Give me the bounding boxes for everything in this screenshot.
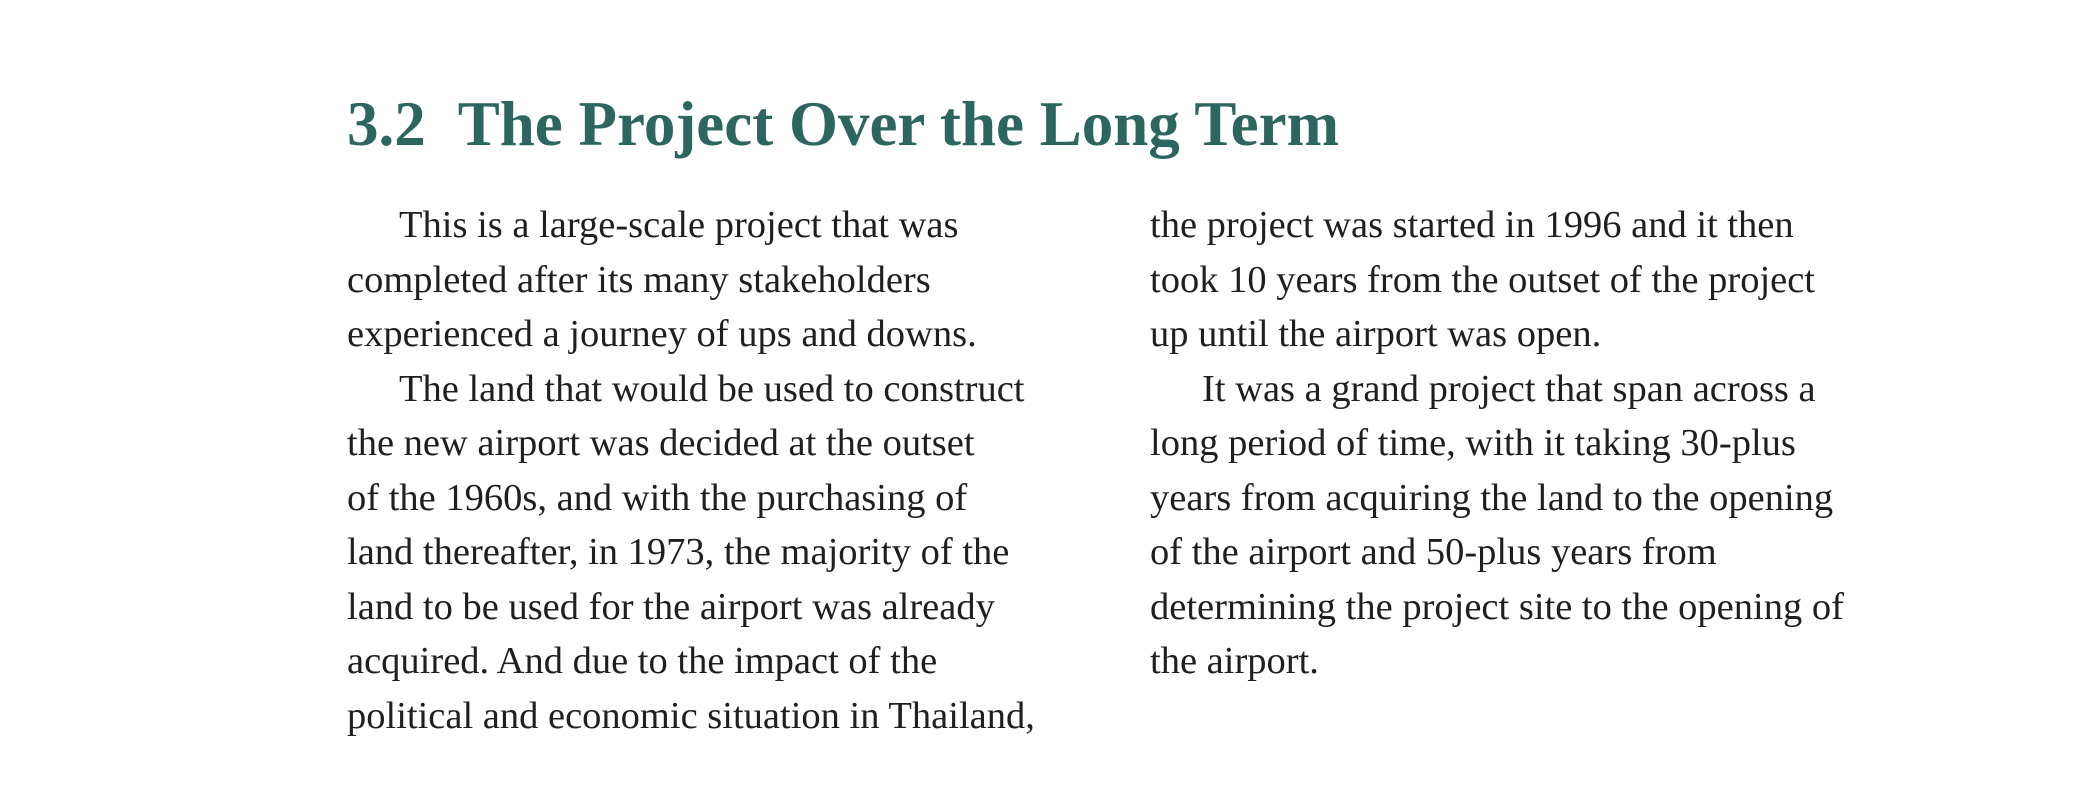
text-line: It was a grand project that span across a xyxy=(1202,367,1816,410)
text-line: land to be used for the airport was already xyxy=(347,585,995,628)
text-line: determining the project site to the opening of xyxy=(1150,585,1844,628)
text-line: up until the airport was open. xyxy=(1150,313,1602,355)
section-heading xyxy=(347,88,1339,160)
text-line: The land that would be used to construct xyxy=(399,367,1025,410)
text-line: the airport. xyxy=(1150,640,1319,682)
text-line: completed after its many stakeholders xyxy=(347,258,931,301)
text-line: experienced a journey of ups and downs. xyxy=(347,313,977,355)
text-column-left xyxy=(347,198,1035,743)
text-line: political and economic situation in Thailand, xyxy=(347,694,1035,737)
text-line: years from acquiring the land to the opening xyxy=(1150,476,1834,519)
text-line: land thereafter, in 1973, the majority of the xyxy=(347,531,1010,573)
text-line: acquired. And due to the impact of the xyxy=(347,640,938,682)
text-line: the project was started in 1996 and it then xyxy=(1150,204,1794,246)
text-line: This is a large-scale project that was xyxy=(399,204,959,246)
text-line: of the 1960s, and with the purchasing of xyxy=(347,476,968,519)
section-title: The Project Over the Long Term xyxy=(457,89,1340,159)
text-line: long period of time, with it taking 30-plus xyxy=(1150,422,1796,464)
section-number: 3.2 xyxy=(347,89,426,159)
text-line: of the airport and 50-plus years from xyxy=(1150,531,1717,573)
text-column-right xyxy=(1150,198,1844,689)
text-line: took 10 years from the outset of the project xyxy=(1150,258,1816,301)
text-line: the new airport was decided at the outset xyxy=(347,422,975,464)
